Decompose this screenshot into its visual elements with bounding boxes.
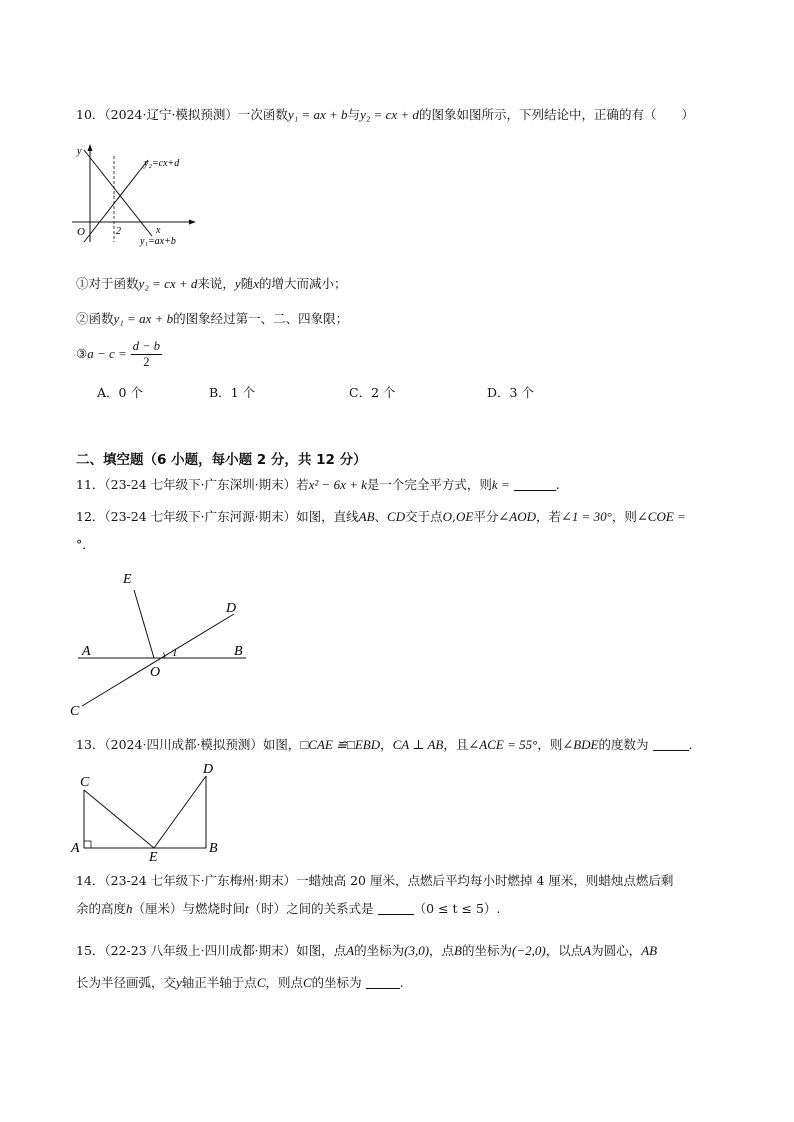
q15-c2: C [303, 975, 312, 990]
q15-source: （22-23 八年级上·四川成都·期末） [104, 943, 297, 958]
q15-text-h: 轴正半轴于点 [181, 975, 257, 990]
label-E: E [123, 572, 132, 587]
q11-text-b: 是一个完全平方式，则 [366, 477, 492, 492]
s2-text-b: 的图象经过第一、二、四象限； [173, 311, 349, 326]
q14-number: 14． [76, 873, 105, 888]
q10-statement-1 [76, 275, 347, 293]
s3-denominator: 2 [143, 355, 150, 369]
label-E: E [149, 850, 158, 865]
label-B: B [234, 644, 243, 659]
q15-line2 [76, 974, 404, 992]
q15-answer-blank[interactable] [366, 976, 400, 989]
q15-end: . [399, 975, 404, 990]
label-A: A [82, 644, 91, 659]
q14-source: （23-24 七年级下·广东梅州·期末） [104, 873, 297, 888]
s1-y: y [234, 276, 241, 291]
q12-oe: OE [456, 509, 474, 524]
q15-text-f: 为圆心， [591, 943, 642, 958]
q12-line2 [76, 536, 95, 554]
q13-text-d: 的度数为 [598, 737, 649, 752]
q15-b-coord: (−2,0) [512, 943, 546, 958]
q10-eq2: y₂ = cx + d [360, 107, 419, 122]
q15-text-c: ，点 [429, 943, 455, 958]
line-cd [82, 614, 234, 706]
q15-text-d: 的坐标为 [462, 943, 513, 958]
q10-eq1: y₁ = ax + b [287, 107, 348, 122]
q12-text-b: 交于点 [405, 509, 443, 524]
q12-source: （23-24 七年级下·广东河源·期末） [104, 509, 297, 524]
q13-number: 13． [76, 737, 105, 752]
q14-text-b: （厘米）与燃烧时间 [132, 901, 246, 916]
q13-text-c: ，则 [537, 737, 563, 752]
q13-ace: ∠ACE = 55° [468, 737, 538, 752]
q14-line2 [76, 900, 500, 918]
q15-c: C [256, 975, 266, 990]
label-A: A [71, 841, 80, 856]
s1-text-b: 来说， [197, 276, 235, 291]
q10-text-b: 与 [347, 107, 361, 122]
origin-label: O [77, 226, 85, 238]
s3-fraction [131, 339, 162, 370]
q12-degree: °． [76, 537, 95, 552]
s2-text-a: ②函数 [76, 311, 114, 326]
q11 [76, 476, 560, 494]
ray-oe [134, 590, 154, 658]
q11-number: 11． [76, 477, 105, 492]
q14-t: t [245, 901, 249, 916]
q10-number: 10． [76, 107, 105, 122]
q13 [76, 736, 692, 754]
label-D: D [203, 762, 214, 777]
q14-text-1: 一蜡烛高 20 厘米，点燃后平均每小时燃掉 4 厘米，则蜡烛点燃后剩 [296, 873, 674, 888]
q13-answer-blank[interactable] [653, 738, 689, 751]
q15-text-i: ，则点 [265, 975, 303, 990]
q15-text-b: 的坐标为 [354, 943, 405, 958]
q15-line1 [76, 942, 657, 960]
s1-text-a: ①对于函数 [76, 276, 139, 291]
q15-b: B [454, 943, 462, 958]
q12-text-e: ，则 [611, 509, 637, 524]
q11-var: k = [491, 477, 510, 492]
x-axis-label: x [156, 225, 161, 236]
q14-end: . [496, 901, 501, 916]
line-y2-label: y₂=cx+d [144, 158, 180, 169]
q13-perp: CA ⊥ AB [392, 737, 444, 752]
q12-text-a: 如图，直线 [296, 509, 359, 524]
s1-text-d: 的增大而减小； [258, 276, 347, 291]
label-1: 1 [172, 647, 178, 659]
q13-text-b: ，且 [443, 737, 469, 752]
q11-text-a: 若 [296, 477, 309, 492]
q11-source: （23-24 七年级下·广东深圳·期末） [104, 477, 297, 492]
y-axis-label: y [77, 146, 82, 157]
q10-graph [70, 142, 200, 252]
q14-answer-blank[interactable] [378, 902, 414, 915]
q13-congruence: □CAE ≌□EBD [300, 737, 381, 752]
line-y1-label: y₁=ax+b [140, 236, 176, 247]
q15-text-a: 如图，点 [296, 943, 347, 958]
label-C: C [70, 704, 80, 719]
q15-y: y [176, 975, 182, 990]
label-C: C [80, 775, 90, 790]
q12-coe: ∠COE = [636, 509, 686, 524]
label-B: B [209, 841, 218, 856]
section-header-fill-in: 二、填空题（6 小题，每小题 2 分，共 12 分） [76, 452, 367, 468]
q10-stem [76, 106, 694, 124]
q12-angle1: ∠1 = 30° [561, 509, 612, 524]
q15-ab: AB [641, 943, 658, 958]
s1-x: x [253, 276, 259, 291]
option-a[interactable]: A．0 个 [97, 385, 143, 400]
s3-lhs: a − c = [87, 346, 127, 361]
q12 [76, 508, 686, 526]
q10-text-a: 一次函数 [237, 107, 288, 122]
q12-number: 12． [76, 509, 105, 524]
s1-eq: y₂ = cx + d [138, 276, 198, 291]
q12-comma: , [452, 509, 456, 524]
q13-bde: ∠BDE [562, 737, 599, 752]
q13-figure [70, 760, 230, 864]
q15-a-coord: (3,0) [404, 943, 430, 958]
q13-comma: ， [380, 737, 393, 752]
q10-statement-3 [76, 338, 162, 370]
s1-text-c: 随 [240, 276, 254, 291]
s3-numerator: d − b [132, 339, 160, 353]
tick-label-2: 2 [116, 226, 121, 237]
right-angle-mark [84, 841, 91, 848]
label-O: O [150, 665, 161, 680]
q15-text-j: 的坐标为 [311, 975, 362, 990]
s3-text-a: ③ [76, 346, 88, 361]
q12-ab: AB [358, 509, 375, 524]
q14-range: （0 ≤ t ≤ 5） [413, 901, 497, 916]
q10-source: （2024·辽宁·模拟预测） [104, 107, 238, 122]
q10-text-c: 的图象如图所示，下列结论中，正确的有（ ） [418, 107, 694, 122]
q14-h: h [126, 901, 133, 916]
q11-end: . [555, 477, 560, 492]
q12-text-d: ，若 [535, 509, 561, 524]
q15-a2: A [583, 943, 592, 958]
q15-text-e: ，以点 [545, 943, 584, 958]
q15-number: 15． [76, 943, 105, 958]
option-c[interactable]: C．2 个 [349, 385, 396, 400]
line-y1 [84, 150, 152, 236]
q13-text-a: 如图， [262, 737, 301, 752]
q12-sep: 、 [374, 509, 388, 524]
option-d[interactable]: D．3 个 [487, 385, 534, 400]
q14-line1 [76, 872, 673, 890]
q12-aod: ∠AOD [498, 509, 536, 524]
q12-o: O [442, 509, 453, 524]
label-D: D [226, 601, 237, 616]
q11-answer-blank[interactable] [514, 478, 556, 491]
q12-figure [70, 568, 260, 719]
q11-expr: x² − 6x + k [308, 477, 367, 492]
q12-cd: CD [387, 509, 406, 524]
q13-end: . [688, 737, 693, 752]
q13-source: （2024·四川成都·模拟预测） [104, 737, 263, 752]
q14-text-c: （时）之间的关系式是 [248, 901, 374, 916]
q12-text-c: 平分 [473, 509, 499, 524]
s2-eq: y₁ = ax + b [113, 311, 174, 326]
option-b[interactable]: B．1 个 [209, 385, 256, 400]
q14-text-a: 余的高度 [76, 901, 127, 916]
q15-text-g: 长为半径画弧，交 [76, 975, 177, 990]
q15-a: A [346, 943, 355, 958]
q10-statement-2 [76, 310, 348, 328]
